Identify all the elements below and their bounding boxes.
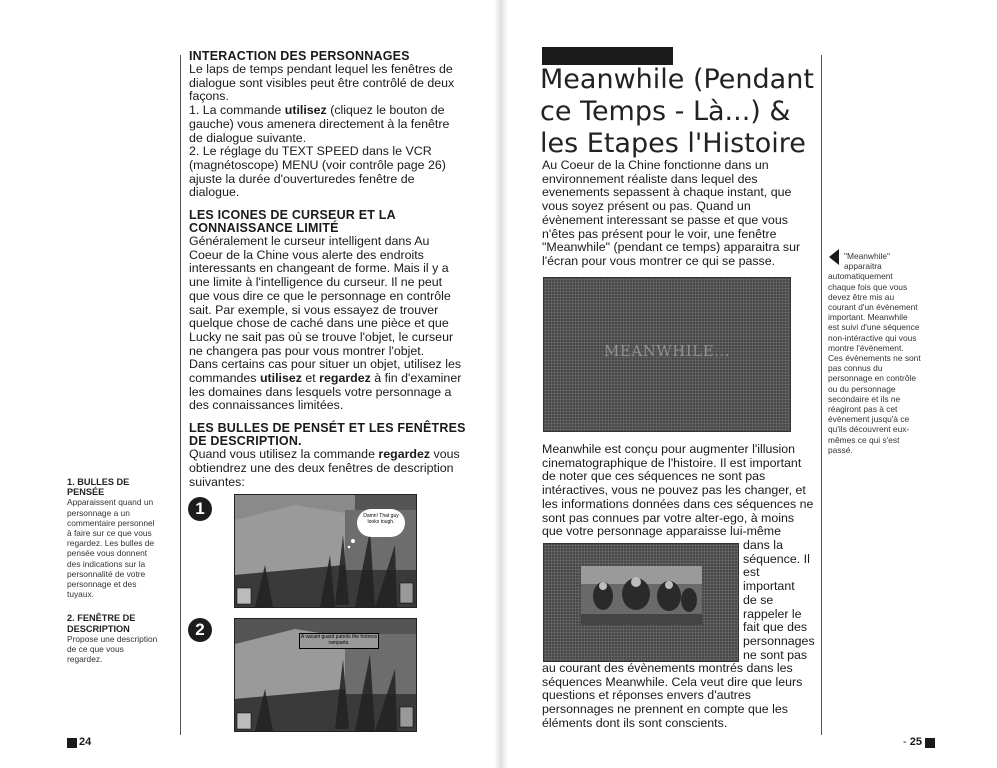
sidebar-line: Ces évènements ne sont xyxy=(828,353,921,364)
sidebar-line: personnage et des xyxy=(67,579,137,590)
sidebar-line: évènement jusqu'à ce xyxy=(828,414,910,425)
sidebar-line: Propose une description xyxy=(67,633,158,644)
text-line: rappeler le xyxy=(743,606,802,621)
text-line: que votre personnage apparaisse lui-même xyxy=(542,524,782,539)
text-line: dialogue. xyxy=(189,185,240,200)
page-number-marker xyxy=(925,738,935,748)
text-line: questions et réponses envers d'autres xyxy=(542,688,752,703)
text-line: Le laps de temps pendant lequel les fenêtres de xyxy=(189,62,453,76)
sidebar-line: commentaire personnel xyxy=(67,517,155,528)
section-heading-interaction: INTERACTION DES PERSONNAGES xyxy=(189,49,410,63)
sidebar-line: à faire sur ce que vous xyxy=(67,528,152,539)
text-line: séquence. Il xyxy=(743,551,810,566)
text-line: intéractives, vous ne pouvez pas les changer, et xyxy=(542,483,806,498)
sequence-scene xyxy=(581,566,702,625)
text-line: sait. Par exemple, si vous essayez de trouver xyxy=(189,302,439,317)
sidebar-line: non-intéractive qui vous xyxy=(828,332,917,343)
sidebar-title: DESCRIPTION xyxy=(67,623,130,634)
text-line: Lucky ne sait pas où se trouve l'objet, le curseur xyxy=(189,329,454,344)
text-line: Généralement le curseur intelligent dans Au xyxy=(189,234,430,249)
text-line: gauche) vous amenera directement à la fenêtre xyxy=(189,116,450,131)
text-line: important xyxy=(743,579,795,594)
left-sidebar-notes xyxy=(67,477,175,664)
thought-bubble: Damn! That guy looks tough. xyxy=(357,509,405,537)
sidebar-line: Apparaissent quand un xyxy=(67,497,154,508)
text-line: personnages ne prennent en compte que les xyxy=(542,702,788,717)
text-line: obtiendrez une des deux fenêtres de description xyxy=(189,460,454,475)
text-line: Meanwhile est conçu pour augmenter l'illusion xyxy=(542,442,796,456)
text-line: ne sont pas xyxy=(743,647,808,662)
sidebar-line: des indications sur la xyxy=(67,558,146,569)
heading-line: CONNAISSANCE LIMITÉ xyxy=(189,221,339,236)
game-screenshot-description xyxy=(234,618,417,732)
text-line: vous soyez présent ou pas. Quand un xyxy=(542,199,751,214)
text-line: que vous dire ce que le personnage en contrôle xyxy=(189,288,451,303)
sidebar-line: regardez. xyxy=(67,654,103,665)
sidebar-line: regardez. Les bulles de xyxy=(67,538,155,549)
sidebar-line: important. Meanwhile xyxy=(828,312,908,323)
sidebar-line: tuyaux. xyxy=(67,589,95,600)
section-heading-cursor xyxy=(189,209,479,235)
description-window: A vacant guard patrols the fortress ramparts. xyxy=(299,633,379,649)
text-line: Au Coeur de la Chine fonctionne dans un xyxy=(542,158,769,172)
sidebar-line: montre l'évènement. xyxy=(828,342,904,353)
text-line: n'êtes pas présent pour le voir, une fenêtre xyxy=(542,226,777,241)
text-line: suivantes: xyxy=(189,474,245,489)
text-line: Coeur de la Chine vous alerte des endroits xyxy=(189,247,424,262)
section-heading-bubbles xyxy=(189,422,479,448)
text-line: 2. Le réglage du TEXT SPEED dans le VCR xyxy=(189,144,432,159)
sidebar-line: automatiquement xyxy=(828,271,893,282)
sidebar-line: pensée vous donnent xyxy=(67,548,148,559)
text-line: ajuste la durée d'ouverturedes fenêtre de xyxy=(189,171,415,186)
title-line: Meanwhile (Pendant xyxy=(540,64,814,95)
text-line: personnages xyxy=(743,633,815,648)
text-line: dans la xyxy=(743,538,783,552)
text-line: séquences Meanwhile. Cela veut dire que leurs xyxy=(542,674,803,689)
text-line: est xyxy=(743,565,760,580)
sidebar-line: est suivi d'une séquence xyxy=(828,322,920,333)
book-spine xyxy=(494,0,508,768)
text-line: Quand vous utilisez la commande regardez vous xyxy=(189,447,460,462)
title-line: ce Temps - Là...) & xyxy=(540,96,791,127)
heading-line: LES ICONES DE CURSEUR ET LA xyxy=(189,208,396,223)
sidebar-title: PENSÉE xyxy=(67,487,105,498)
left-text-column xyxy=(189,50,479,489)
text-line: de se xyxy=(743,592,774,607)
closing-paragraph xyxy=(542,662,827,731)
page-number-marker xyxy=(67,738,77,748)
left-column-rule xyxy=(180,55,181,735)
text-line: "Meanwhile" (pendant ce temps) apparaitra sur xyxy=(542,240,801,255)
section-body-cursor xyxy=(189,235,479,413)
text-line: Dans certains cas pour situer un objet, utilisez les xyxy=(189,357,462,372)
text-line: les informations données dans ces séquences ne xyxy=(542,496,814,511)
figure-number-2: 2 xyxy=(188,618,212,642)
intro-paragraph xyxy=(542,159,820,269)
text-line: une limite à l'intelligence du curseur. Il ne peut xyxy=(189,275,443,290)
text-line: façons. xyxy=(189,89,229,104)
text-line: (magnétoscope) MENU (voir contrôle page 26) xyxy=(189,157,446,172)
text-line: interessants en changeant de forme. Mais il y a xyxy=(189,261,449,276)
meanwhile-screen-text: MEANWHILE... xyxy=(604,342,730,360)
page-number-right xyxy=(903,736,922,748)
title-line: les Etapes l'Histoire xyxy=(540,128,806,159)
text-line: des connaissances limitées. xyxy=(189,398,344,413)
sidebar-line: personnalité de votre xyxy=(67,568,146,579)
text-line: fait que des xyxy=(743,620,808,635)
text-line: sont pas connues par votre alter-ego, à moins xyxy=(542,510,795,525)
section-body-bubbles xyxy=(189,448,479,489)
text-line: 1. La commande utilisez (cliquez le bouton de xyxy=(189,103,445,118)
sidebar-line: pas connus du xyxy=(828,363,883,374)
sidebar-line: mêmes ce qui s'est xyxy=(828,434,900,445)
game-screenshot-thought-bubble xyxy=(234,494,417,608)
sidebar-title: 2. FENÊTRE DE xyxy=(67,613,136,624)
sidebar-line: secondaire et ils ne xyxy=(828,393,901,404)
sidebar-line: qu'ils découvrent eux- xyxy=(828,424,910,435)
sidebar-line: courant d'un évènement xyxy=(828,302,918,313)
text-line: commandes utilisez et regardez à fin d'examiner xyxy=(189,371,462,386)
body-paragraph xyxy=(542,443,827,539)
text-line: dialogue sont visibles peut être contrôlé de deux xyxy=(189,75,455,90)
figure-number-1: 1 xyxy=(188,497,212,521)
sidebar-line: "Meanwhile" xyxy=(844,251,890,261)
sidebar-line: réagiront pas à cet xyxy=(828,404,898,415)
heading-line: LES BULLES DE PENSÉT ET LES FENÊTRES xyxy=(189,421,466,436)
text-line: evenements sepassent à chaque instant, que xyxy=(542,185,792,200)
sidebar-line: passé. xyxy=(828,444,853,455)
right-sidebar-note xyxy=(828,251,933,455)
text-line: éléments dont ils sont conscients. xyxy=(542,715,728,730)
text-line: évènement interessant se passe et que vous xyxy=(542,212,788,227)
page-number-value: 25 xyxy=(909,736,922,748)
text-line: l'écran pour vous montrer ce qui se passe. xyxy=(542,253,776,268)
text-line: de noter que ces séquences ne sont pas xyxy=(542,469,766,484)
sidebar-title: 1. BULLES DE xyxy=(67,477,130,487)
heading-line: DE DESCRIPTION. xyxy=(189,434,302,449)
sidebar-line: ou du personnage xyxy=(828,383,896,394)
text-line: environnement réaliste dans lequel des xyxy=(542,171,758,186)
page-title xyxy=(540,64,830,160)
sidebar-line: personnage en contrôle xyxy=(828,373,917,384)
text-line: au courant des évènements montrés dans les xyxy=(542,661,793,675)
meanwhile-screenshot xyxy=(543,277,791,432)
sidebar-line: personnage a un xyxy=(67,507,130,518)
page-number-left: 24 xyxy=(79,736,92,748)
text-line: cinematographique de l'histoire. Il est important xyxy=(542,455,802,470)
wrapped-text-column xyxy=(743,539,823,662)
text-line: ne changera pas pour vous montrer l'objet. xyxy=(189,343,425,358)
text-line: quelque chose de caché dans une pièce et que xyxy=(189,316,449,331)
sidebar-line: chaque fois que vous xyxy=(828,281,908,292)
sidebar-line: devez être mis au xyxy=(828,291,895,302)
sequence-screenshot-frame xyxy=(543,543,739,662)
sidebar-line: de ce que vous xyxy=(67,644,124,655)
sidebar-line: apparaitra xyxy=(844,261,882,272)
section-body-interaction xyxy=(189,63,479,200)
text-line: de dialogue suivante. xyxy=(189,130,307,145)
text-line: les domaines dans lesquels votre personnage a xyxy=(189,384,452,399)
page-number-dash: - xyxy=(903,736,907,748)
title-bar-decoration xyxy=(542,47,673,65)
